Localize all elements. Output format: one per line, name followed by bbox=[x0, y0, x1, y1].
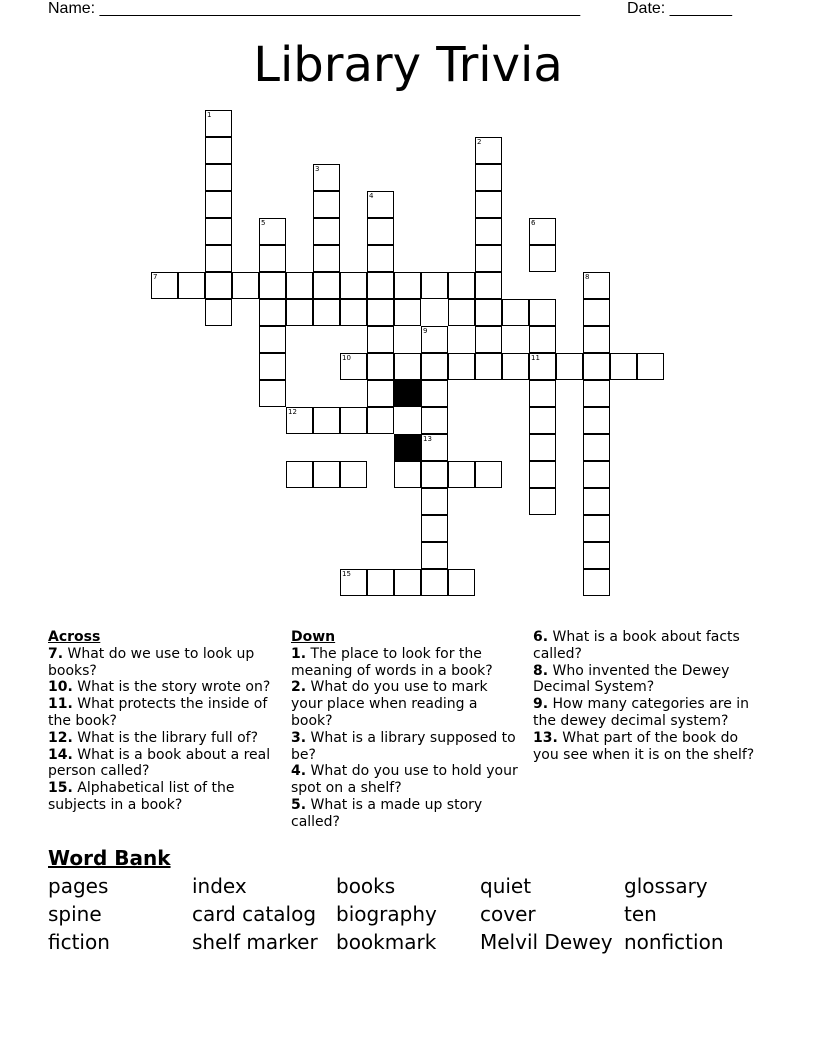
crossword-cell[interactable] bbox=[421, 542, 448, 569]
clue-number: 6 bbox=[531, 219, 536, 227]
word-bank-title: Word Bank bbox=[48, 846, 171, 870]
crossword-cell[interactable] bbox=[583, 407, 610, 434]
clue-number: 7 bbox=[153, 273, 158, 281]
clue-number: 9 bbox=[423, 327, 428, 335]
crossword-black-cell bbox=[394, 434, 421, 461]
crossword-cell[interactable] bbox=[448, 353, 475, 380]
crossword-cell[interactable] bbox=[529, 380, 556, 407]
crossword-cell[interactable] bbox=[421, 434, 448, 461]
clue-number: 5. bbox=[291, 796, 307, 813]
crossword-cell[interactable] bbox=[205, 218, 232, 245]
crossword-cell[interactable] bbox=[286, 407, 313, 434]
crossword-cell[interactable] bbox=[367, 407, 394, 434]
crossword-cell[interactable] bbox=[421, 326, 448, 353]
clue bbox=[291, 763, 523, 797]
crossword-cell[interactable] bbox=[367, 380, 394, 407]
crossword-cell[interactable] bbox=[394, 569, 421, 596]
crossword-cell[interactable] bbox=[313, 407, 340, 434]
crossword-cell[interactable] bbox=[205, 245, 232, 272]
clue bbox=[48, 679, 280, 696]
crossword-cell[interactable] bbox=[583, 488, 610, 515]
word-bank-item: spine bbox=[48, 902, 102, 926]
word-bank-item: biography bbox=[336, 902, 437, 926]
clue-number: 8. bbox=[533, 662, 549, 679]
crossword-cell[interactable] bbox=[205, 191, 232, 218]
clue-text: What do we use to look up books? bbox=[48, 645, 255, 679]
crossword-cell[interactable] bbox=[286, 272, 313, 299]
clue-number: 10. bbox=[48, 679, 73, 696]
word-bank-item: card catalog bbox=[192, 902, 317, 926]
crossword-cell[interactable] bbox=[259, 299, 286, 326]
clue-number: 5 bbox=[261, 219, 266, 227]
crossword-cell[interactable] bbox=[367, 272, 394, 299]
clue-number: 1. bbox=[291, 645, 307, 662]
clue-number: 2 bbox=[477, 138, 482, 146]
clue bbox=[533, 629, 765, 663]
crossword-cell[interactable] bbox=[475, 191, 502, 218]
crossword-cell[interactable] bbox=[205, 299, 232, 326]
down-clues bbox=[291, 629, 523, 831]
crossword-cell[interactable] bbox=[448, 299, 475, 326]
crossword-cell[interactable] bbox=[583, 434, 610, 461]
clue-text: What protects the inside of the book? bbox=[48, 696, 268, 729]
clue bbox=[533, 730, 765, 764]
crossword-cell[interactable] bbox=[448, 569, 475, 596]
crossword-cell[interactable] bbox=[421, 515, 448, 542]
crossword-cell[interactable] bbox=[394, 461, 421, 488]
crossword-cell[interactable] bbox=[583, 326, 610, 353]
clue-number: 11 bbox=[531, 354, 540, 362]
crossword-cell[interactable] bbox=[529, 218, 556, 245]
crossword-cell[interactable] bbox=[583, 272, 610, 299]
crossword-cell[interactable] bbox=[475, 461, 502, 488]
crossword-cell[interactable] bbox=[421, 380, 448, 407]
clue-number: 12. bbox=[48, 729, 73, 746]
word-bank-item: cover bbox=[480, 902, 536, 926]
crossword-cell[interactable] bbox=[340, 569, 367, 596]
clue bbox=[291, 679, 523, 729]
clue-number: 2. bbox=[291, 679, 307, 696]
page-title: Library Trivia bbox=[253, 37, 563, 93]
name-line: Name: ______________________________________________________ bbox=[48, 0, 581, 17]
word-bank-item: shelf marker bbox=[192, 930, 318, 954]
crossword-cell[interactable] bbox=[259, 353, 286, 380]
crossword-cell[interactable] bbox=[421, 488, 448, 515]
clue bbox=[48, 646, 280, 680]
clue-number: 11. bbox=[48, 696, 73, 713]
crossword-cell[interactable] bbox=[475, 353, 502, 380]
crossword-cell[interactable] bbox=[394, 299, 421, 326]
crossword-cell[interactable] bbox=[313, 272, 340, 299]
clue-text: What do you use to mark your place when reading a book? bbox=[291, 679, 488, 729]
clue-text: How many categories are in the dewey decimal system? bbox=[533, 696, 750, 729]
clue-number: 4 bbox=[369, 192, 374, 200]
crossword-cell[interactable] bbox=[502, 353, 529, 380]
crossword-cell[interactable] bbox=[421, 272, 448, 299]
crossword-cell[interactable] bbox=[475, 272, 502, 299]
word-bank-item: bookmark bbox=[336, 930, 437, 954]
clue-number: 3 bbox=[315, 165, 320, 173]
clue-number: 15 bbox=[342, 570, 351, 578]
crossword-cell[interactable] bbox=[367, 191, 394, 218]
crossword-cell[interactable] bbox=[583, 353, 610, 380]
clue-text: Who invented the Dewey Decimal System? bbox=[533, 662, 730, 696]
clue-number: 14. bbox=[48, 746, 73, 763]
word-bank-item: nonfiction bbox=[624, 930, 724, 954]
crossword-cell[interactable] bbox=[448, 272, 475, 299]
crossword-cell[interactable] bbox=[259, 218, 286, 245]
crossword-cell[interactable] bbox=[367, 326, 394, 353]
clue-text: The place to look for the meaning of words in a book? bbox=[291, 645, 493, 679]
crossword-cell[interactable] bbox=[367, 218, 394, 245]
crossword-cell[interactable] bbox=[259, 326, 286, 353]
word-bank-item: pages bbox=[48, 874, 109, 898]
clue-number: 4. bbox=[291, 763, 307, 780]
crossword-cell[interactable] bbox=[583, 542, 610, 569]
crossword-cell[interactable] bbox=[313, 191, 340, 218]
crossword-cell[interactable] bbox=[340, 461, 367, 488]
crossword-cell[interactable] bbox=[502, 299, 529, 326]
crossword-cell[interactable] bbox=[637, 353, 664, 380]
crossword-cell[interactable] bbox=[529, 488, 556, 515]
crossword-cell[interactable] bbox=[475, 326, 502, 353]
clue-number: 1 bbox=[207, 111, 212, 119]
clue-number: 7. bbox=[48, 645, 64, 662]
crossword-cell[interactable] bbox=[583, 461, 610, 488]
crossword-cell[interactable] bbox=[394, 353, 421, 380]
crossword-cell[interactable] bbox=[259, 245, 286, 272]
clue-number: 15. bbox=[48, 780, 73, 797]
clue bbox=[48, 780, 280, 814]
clue bbox=[533, 696, 765, 730]
clue bbox=[533, 663, 765, 697]
crossword-cell[interactable] bbox=[340, 353, 367, 380]
crossword-cell[interactable] bbox=[583, 569, 610, 596]
crossword-cell[interactable] bbox=[367, 245, 394, 272]
crossword-cell[interactable] bbox=[259, 272, 286, 299]
down-clues-continued bbox=[533, 629, 765, 763]
crossword-cell[interactable] bbox=[583, 299, 610, 326]
crossword-cell[interactable] bbox=[529, 434, 556, 461]
word-bank-item: ten bbox=[624, 902, 657, 926]
clue-number: 12 bbox=[288, 408, 297, 416]
crossword-cell[interactable] bbox=[259, 380, 286, 407]
crossword-cell[interactable] bbox=[313, 245, 340, 272]
crossword-cell[interactable] bbox=[286, 299, 313, 326]
date-line: Date: _______ bbox=[627, 0, 732, 17]
crossword-cell[interactable] bbox=[340, 272, 367, 299]
crossword-cell[interactable] bbox=[610, 353, 637, 380]
clue bbox=[48, 730, 280, 747]
across-heading: Across bbox=[48, 629, 101, 645]
clue-number: 3. bbox=[291, 729, 307, 746]
crossword-cell[interactable] bbox=[421, 353, 448, 380]
clue bbox=[291, 646, 523, 680]
crossword-cell[interactable] bbox=[421, 407, 448, 434]
clue-number: 8 bbox=[585, 273, 590, 281]
crossword-cell[interactable] bbox=[205, 164, 232, 191]
clue-number: 10 bbox=[342, 354, 351, 362]
clue-text: Alphabetical list of the subjects in a book? bbox=[48, 780, 235, 813]
clue-number: 9. bbox=[533, 696, 549, 713]
crossword-cell[interactable] bbox=[475, 218, 502, 245]
crossword-cell[interactable] bbox=[529, 461, 556, 488]
clue-number: 13 bbox=[423, 435, 432, 443]
crossword-cell[interactable] bbox=[529, 353, 556, 380]
crossword-cell[interactable] bbox=[313, 461, 340, 488]
clue bbox=[291, 730, 523, 764]
crossword-cell[interactable] bbox=[583, 380, 610, 407]
clue-text: What is a book about a real person called? bbox=[48, 746, 271, 780]
crossword-cell[interactable] bbox=[475, 164, 502, 191]
crossword-cell[interactable] bbox=[286, 461, 313, 488]
across-clues bbox=[48, 629, 280, 814]
word-bank-item: glossary bbox=[624, 874, 708, 898]
crossword-cell[interactable] bbox=[205, 137, 232, 164]
crossword-cell[interactable] bbox=[313, 164, 340, 191]
crossword-cell[interactable] bbox=[367, 569, 394, 596]
crossword-cell[interactable] bbox=[475, 245, 502, 272]
clue bbox=[291, 797, 523, 831]
crossword-cell[interactable] bbox=[367, 299, 394, 326]
clue bbox=[48, 696, 280, 730]
crossword-cell[interactable] bbox=[448, 461, 475, 488]
crossword-cell[interactable] bbox=[583, 515, 610, 542]
clue-text: What is a book about facts called? bbox=[533, 629, 740, 662]
clue-text: What is a made up story called? bbox=[291, 796, 483, 830]
crossword-cell[interactable] bbox=[367, 353, 394, 380]
crossword-cell[interactable] bbox=[232, 272, 259, 299]
clue-text: What part of the book do you see when it is on the shelf? bbox=[533, 729, 755, 763]
crossword-cell[interactable] bbox=[421, 461, 448, 488]
crossword-cell[interactable] bbox=[556, 353, 583, 380]
crossword-cell[interactable] bbox=[529, 407, 556, 434]
crossword-cell[interactable] bbox=[313, 299, 340, 326]
clue-number: 13. bbox=[533, 729, 558, 746]
crossword-cell[interactable] bbox=[205, 272, 232, 299]
crossword-cell[interactable] bbox=[394, 272, 421, 299]
word-bank-item: index bbox=[192, 874, 247, 898]
crossword-cell[interactable] bbox=[313, 218, 340, 245]
word-bank-item: fiction bbox=[48, 930, 110, 954]
crossword-cell[interactable] bbox=[475, 299, 502, 326]
word-bank-item: quiet bbox=[480, 874, 532, 898]
word-bank-item: books bbox=[336, 874, 396, 898]
crossword-black-cell bbox=[394, 380, 421, 407]
crossword-cell[interactable] bbox=[178, 272, 205, 299]
clue-text: What is the library full of? bbox=[72, 729, 259, 746]
clue-number: 6. bbox=[533, 629, 549, 645]
crossword-cell[interactable] bbox=[340, 299, 367, 326]
crossword-cell[interactable] bbox=[475, 137, 502, 164]
word-bank-item: Melvil Dewey bbox=[480, 930, 613, 954]
clue-text: What is a library supposed to be? bbox=[291, 729, 516, 763]
crossword-cell[interactable] bbox=[205, 110, 232, 137]
crossword-cell[interactable] bbox=[529, 299, 556, 326]
clue bbox=[48, 747, 280, 781]
crossword-cell[interactable] bbox=[421, 569, 448, 596]
down-heading: Down bbox=[291, 629, 336, 645]
clue-text: What do you use to hold your spot on a shelf? bbox=[291, 763, 518, 797]
crossword-cell[interactable] bbox=[151, 272, 178, 299]
crossword-cell[interactable] bbox=[340, 407, 367, 434]
crossword-cell[interactable] bbox=[529, 245, 556, 272]
crossword-cell[interactable] bbox=[529, 326, 556, 353]
clue-text: What is the story wrote on? bbox=[72, 679, 271, 696]
